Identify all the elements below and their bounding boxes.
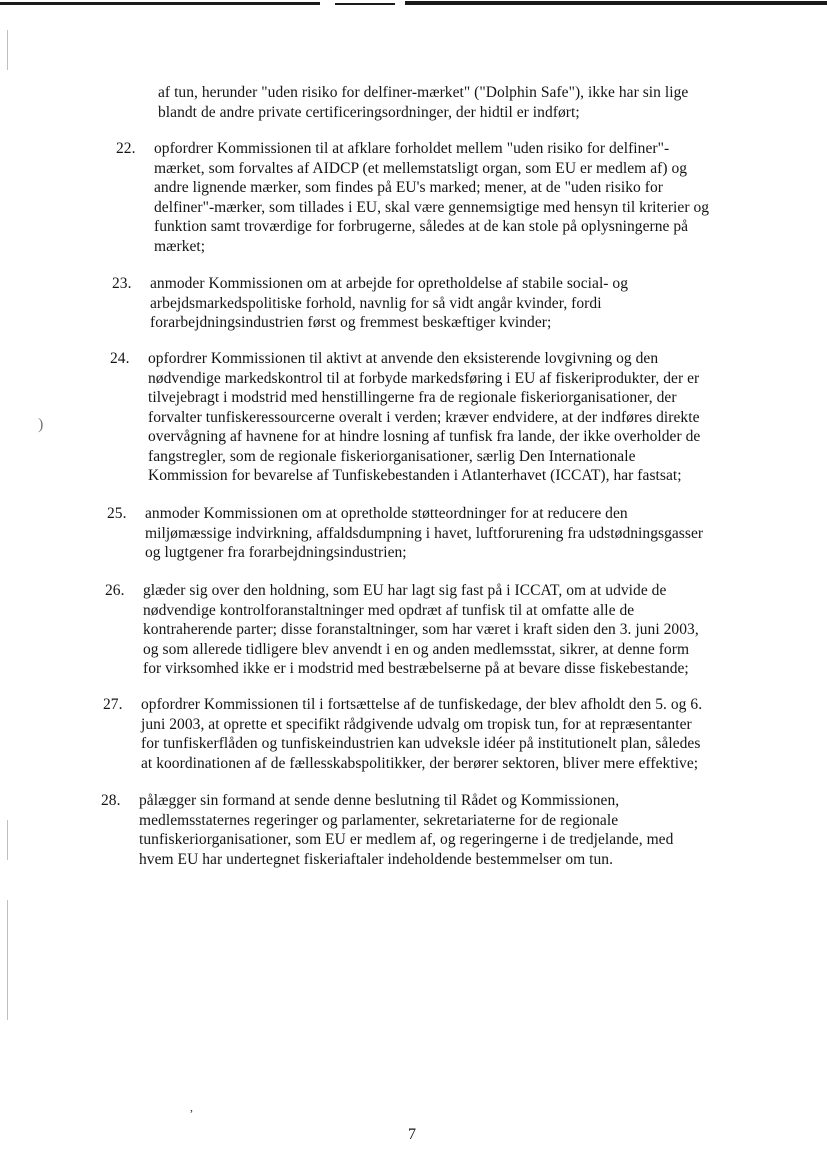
- text-line: delfiner"-mærker, som tillades i EU, skal være gennemsigtige med hensyn til kriterier og: [154, 198, 710, 216]
- paragraph-number: 28.: [101, 792, 121, 809]
- text-line: juni 2003, at oprette et specifikt rådgivende udvalg om tropisk tun, for at repræsentanter: [141, 715, 692, 733]
- text-line: miljømæssige indvirkning, affaldsdumpning i havet, luftforurening fra udstødningsgasser: [145, 524, 704, 542]
- page-number: 7: [408, 1126, 416, 1143]
- paragraph-number: 25.: [107, 505, 127, 522]
- text-line: og som allerede tidligere blev anvendt i en og anden medlemsstat, sikrer, at denne form: [143, 640, 690, 658]
- paragraph-text: [139, 791, 673, 869]
- top-border-line: [335, 3, 395, 5]
- text-line: og lugtgener fra forarbejdningsindustrien;: [145, 544, 407, 561]
- text-line: pålægger sin formand at sende denne beslutning til Rådet og Kommissionen,: [139, 792, 620, 809]
- text-line: anmoder Kommissionen om at arbejde for opretholdelse af stabile social- og: [150, 275, 629, 292]
- text-line: forvalter tunfiskeressourcerne overalt i verden; kræver endvidere, at der indføres direkte: [148, 408, 700, 426]
- scan-speck: ,: [190, 1100, 193, 1114]
- scan-margin-mark: [7, 30, 8, 70]
- paragraph-number: 27.: [103, 696, 123, 713]
- paragraph-number: 22.: [116, 140, 136, 157]
- text-line: fangstregler, som de regionale fiskeriorganisationer, særlig Den Internationale: [148, 447, 636, 465]
- top-border-line: [0, 2, 320, 5]
- text-line: anmoder Kommissionen om at opretholde støtteordninger for at reducere den: [145, 505, 628, 522]
- scan-margin-mark: [7, 820, 8, 860]
- text-line: for virksomhed ikke er i modstrid med bestræbelserne på at bevare disse fiskebestande;: [143, 660, 689, 677]
- paragraph-text: [150, 274, 628, 333]
- paragraph-text: [154, 139, 709, 256]
- text-line: nødvendige markedskontrol til at forbyde markedsføring i EU af fiskeriprodukter, der er: [148, 369, 700, 387]
- text-line: forarbejdningsindustrien først og fremmest beskæftiger kvinder;: [150, 314, 552, 331]
- paragraph-number: 26.: [105, 582, 125, 599]
- text-line: nødvendige kontrolforanstaltninger med opdræt af tunfisk til at omfatte alle de: [143, 601, 635, 619]
- paragraph-number: 24.: [110, 350, 130, 367]
- text-line: opfordrer Kommissionen til i fortsættelse af de tunfiskedage, der blev afholdt den 5. og 6.: [141, 696, 703, 713]
- text-line: tilvejebragt i modstrid med henstillingerne fra de regionale fiskeriorganisationer, der: [148, 389, 677, 406]
- scan-speck: ): [38, 416, 44, 433]
- text-line: kontraherende parter; disse foranstaltninger, som har været i kraft siden den 3. juni 2003,: [143, 621, 699, 638]
- text-line: hvem EU har undertegnet fiskeriaftaler indeholdende bestemmelser om tun.: [139, 850, 614, 868]
- paragraph-text: [158, 83, 688, 122]
- text-line: for tunfiskerflåden og tunfiskeindustrien kan udveksle idéer på institutionelt plan, således: [141, 735, 701, 752]
- paragraph-text: [148, 349, 700, 486]
- paragraph-text: [143, 581, 699, 679]
- paragraph-text: [145, 504, 703, 563]
- text-line: andre lignende mærker, som findes på EU's marked; mener, at de "uden risiko for: [154, 179, 663, 196]
- text-line: opfordrer Kommissionen til aktivt at anvende den eksisterende lovgivning og den: [148, 350, 659, 367]
- text-line: tunfiskeriorganisationer, som EU er medlem af, og regeringerne i de tredjelande, med: [139, 831, 674, 848]
- text-line: af tun, herunder "uden risiko for delfiner-mærket" ("Dolphin Safe"), ikke har sin lige: [158, 84, 689, 101]
- top-border-line: [405, 1, 827, 5]
- scan-margin-mark: [7, 900, 8, 1020]
- paragraph-number: 23.: [112, 275, 132, 292]
- text-line: overvågning af havnene for at hindre losning af tunfisk fra lande, der ikke overholder de: [148, 428, 701, 445]
- text-line: opfordrer Kommissionen til at afklare forholdet mellem "uden risiko for delfiner"-: [154, 140, 670, 157]
- text-line: Kommission for bevarelse af Tunfiskebestanden i Atlanterhavet (ICCAT), har fastsat;: [148, 467, 682, 484]
- text-line: funktion samt troværdige for forbrugerne, således at de kan stole på oplysningerne på: [154, 218, 689, 235]
- paragraph-text: [141, 695, 702, 773]
- text-line: mærket;: [154, 237, 206, 255]
- text-line: at koordinationen af de fællesskabspolitikker, der berører sektoren, bliver mere effektive;: [141, 754, 699, 772]
- text-line: arbejdsmarkedspolitiske forhold, navnlig for så vidt angår kvinder, fordi: [150, 294, 602, 312]
- text-line: glæder sig over den holdning, som EU har lagt sig fast på i ICCAT, om at udvide de: [143, 582, 667, 599]
- text-line: blandt de andre private certificeringsordninger, der hidtil er indført;: [158, 103, 580, 121]
- text-line: mærket, som forvaltes af AIDCP (et mellemstatsligt organ, som EU er medlem af) og: [154, 159, 688, 177]
- text-line: medlemsstaternes regeringer og parlamenter, sekretariaterne for de regionale: [139, 811, 619, 829]
